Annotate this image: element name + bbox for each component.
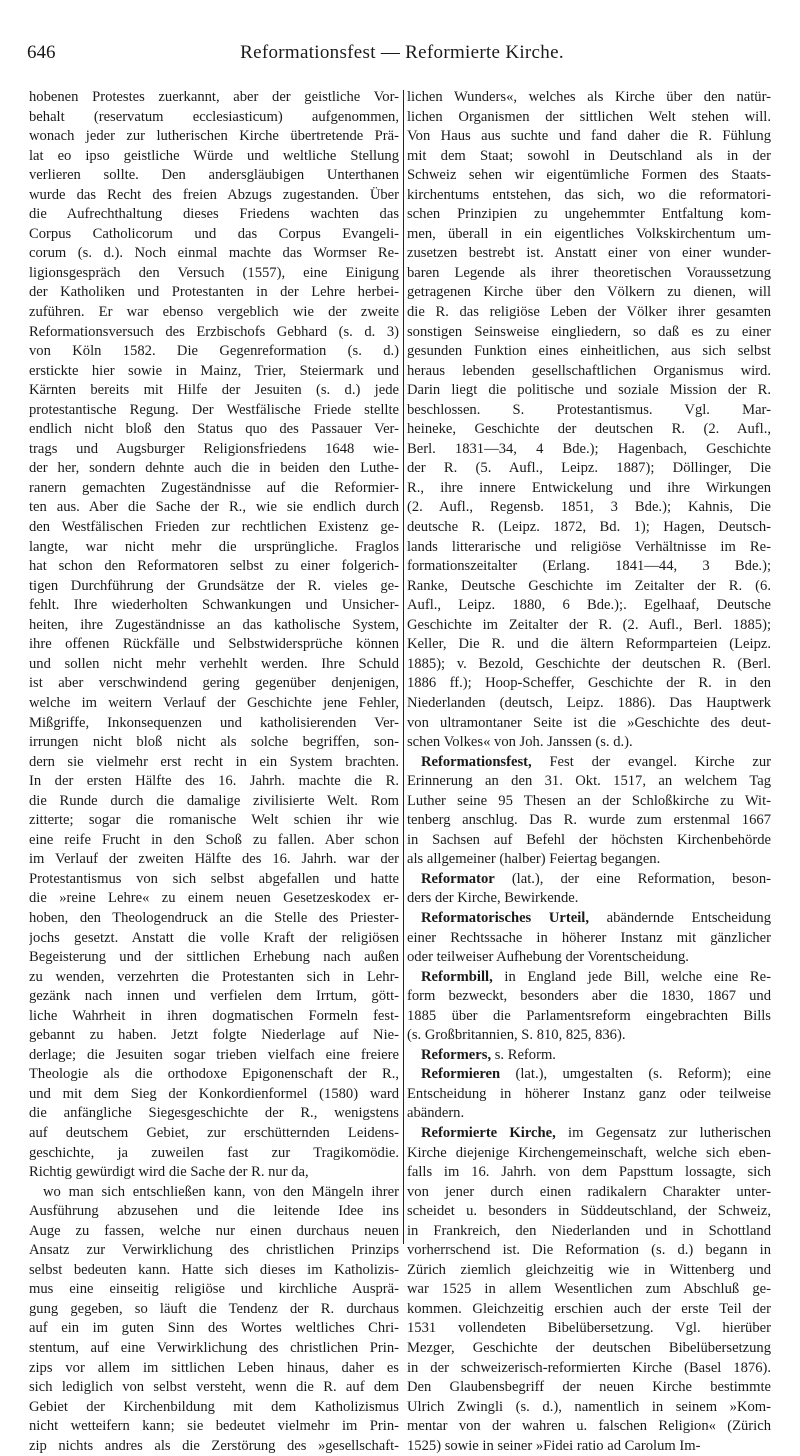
text-line: Von Haus aus suchte und fand daher die R. Fühlung — [407, 128, 771, 145]
text-line: der Katholiken und Protestanten in der Lehre herbei- — [29, 284, 399, 301]
text-line: (s. Großbritannien, S. 810, 825, 836). — [407, 1027, 626, 1044]
text-line: wonach jeder zur lutherischen Kirche übertretende Prä- — [29, 128, 399, 145]
text-line: R., ihre innere Entwickelung und ihre Wirkungen — [407, 479, 771, 496]
text-line: auf deutschem Gebiet, zur erschütternden Leidens- — [29, 1124, 399, 1141]
text-line: ranern gemachten Zugeständnisse auf die Reformier- — [29, 479, 399, 496]
entry-headword: Reformbill, — [421, 968, 493, 985]
text-line: von jener durch einen radikalern Charakter unter- — [407, 1183, 771, 1200]
text-line: zu wenden, verzehrten die Protestanten sich in Lehr- — [29, 968, 399, 985]
text-line: 1886 ff.); Hoop-Scheffer, Geschichte der R. in den — [407, 675, 771, 692]
text-line: Begeisterung und der sittlichen Erhebung nach außen — [29, 949, 399, 966]
text-line: mus eine einseitig religiöse und kirchliche Ausprä- — [29, 1281, 399, 1298]
text-line: ders der Kirche, Bewirkende. — [407, 890, 579, 907]
text-line: Mezger, Geschichte der deutschen Bibelübersetzung — [407, 1340, 771, 1356]
dictionary-entry — [407, 909, 771, 968]
entry-text: abändernde Entscheidung — [589, 909, 771, 926]
entry-first-line — [407, 1124, 771, 1144]
text-line: der R. (5. Aufl., Leipz. 1887); Döllinger, Die — [407, 460, 771, 477]
text-line: schen Prinzipien zu ungehemmter Entfaltung kom- — [407, 206, 771, 223]
text-line: abändern. — [407, 1105, 465, 1122]
entry-text: (lat.), umgestalten (s. Reform); eine — [500, 1066, 771, 1083]
text-line: kommen. Gleichzeitig erschien auch der erste Teil der — [407, 1300, 771, 1317]
text-line: getragenen Kirche über den Völkern zu dienen, will — [407, 284, 771, 301]
text-line: zitterte; sogar die romanische Welt schien ihr wie — [29, 812, 399, 829]
text-line: die anfängliche Siegesgeschichte der R., wenigstens — [29, 1105, 399, 1122]
text-line: tenberg anschlug. Das R. wurde zum erstenmal 1667 — [407, 812, 771, 829]
text-line: lat eo ipso geistliche Würde und weltliche Stellung — [29, 147, 399, 164]
text-line: geschichte, ja zuweilen fast zur Tragikomödie. — [29, 1144, 399, 1161]
text-line: zips vor allem im sittlichen Leben hinaus, daher es — [29, 1359, 399, 1376]
text-line: Aufl., Leipz. 1880, 6 Bde.);. Egelhaaf, Deutsche — [407, 597, 771, 614]
text-line: irrungen nicht bloß nicht als solche begriffen, son- — [29, 734, 399, 751]
text-line: Kirche diejenige Kirchengemeinschaft, welche sich eben- — [407, 1144, 771, 1161]
text-line: Geschichte im Zeitalter der R. (2. Aufl., Berl. 1885); — [407, 616, 771, 633]
left-column — [29, 88, 399, 1456]
text-line: vorherrschend ist. Die Reformation (s. d.) begann in — [407, 1242, 771, 1259]
text-line: 1885 über die Parlamentsreform eingebrachten Bills — [407, 1007, 771, 1024]
text-line: Theologie als die orthodoxe Epigonenschaft der R., — [29, 1066, 399, 1083]
text-line: ist aber verschwindend gering gegenüber denjenigen, — [29, 675, 399, 692]
text-line: formationszeitalter (Erlang. 1841—44, 3 Bde.); — [407, 558, 771, 575]
text-line: erstickte hier sowie in Mainz, Trier, Steiermark und — [29, 362, 399, 379]
text-line: deutsche R. (Leipz. 1872, Bd. 1); Hagen, Deutsch- — [407, 519, 771, 536]
text-line: selbst bedeuten kann. Hatte sich dieses im Katholizis- — [29, 1261, 399, 1278]
dictionary-entry — [407, 753, 771, 870]
text-line: Entscheidung in höherer Instanz ganz oder teilweise — [407, 1085, 771, 1102]
text-line: ligionsgespräch den Versuch (1557), eine Einigung — [29, 264, 399, 281]
text-line: Berl. 1831—34, 4 Bde.); Hagenbach, Geschichte — [407, 440, 771, 457]
text-line: heraus lebenden gesellschaftlichen Organismus wird. — [407, 362, 771, 379]
text-line: gezänk nach innen und verfielen dem Irrtum, gött- — [29, 988, 399, 1005]
text-line: 1885); v. Bezold, Geschichte der deutschen R. (Berl. — [407, 655, 771, 672]
text-line: Protestantismus von sich selbst abgefallen und hatte — [29, 870, 399, 887]
dictionary-entry — [407, 1046, 771, 1066]
text-line: wo man sich entschließen kann, von den Mängeln ihrer — [43, 1183, 399, 1200]
text-line: einer Rechtssache in höherer Instanz mit gänzlicher — [407, 929, 771, 946]
text-line: ihre offenen Rückfälle und Selbstwidersprüche können — [29, 636, 399, 653]
text-line: 1531 vollendeten Bibelübersetzung. Vgl. hierüber — [407, 1320, 771, 1337]
entry-headword: Reformationsfest, — [421, 753, 532, 770]
entry-first-line — [407, 909, 771, 929]
text-line: kirchentums entstehen, das sich, wo die reformatori- — [407, 186, 771, 203]
text-line: lands litterarische und religiöse Verhältnisse im Re- — [407, 538, 771, 555]
entry-headword: Reformers, — [421, 1046, 492, 1063]
text-line: Mißgriffe, Inkonsequenzen und katholisierenden Ver- — [29, 714, 399, 731]
text-line: von ultramontaner Seite ist die »Geschichte des deut- — [407, 714, 771, 731]
running-title: Reformationsfest — Reformierte Kirche. — [240, 42, 564, 63]
entry-first-line — [407, 968, 771, 988]
text-line: verlieren sollte. Den andersgläubigen Unterthanen — [29, 167, 399, 184]
text-line: Auge zu fassen, welche nur einen durchaus neuen — [29, 1222, 399, 1239]
entry-headword: Reformator — [421, 870, 495, 887]
text-line: hoben, den Theologendruck an die Stelle des Priester- — [29, 909, 399, 926]
text-line: baren Legende als ihrer theoretischen Voraussetzung — [407, 264, 771, 281]
text-line: stentum, auf eine Verwirklichung des christlichen Prin- — [29, 1340, 399, 1356]
text-line: in Frankreich, den Niederlanden und in Schottland — [407, 1222, 771, 1239]
column-divider — [403, 90, 404, 1244]
text-line: heiten, ihre Zugeständnisse an das katholische System, — [29, 616, 399, 633]
text-line: welche im weitern Verlauf der Geschichte jene Fehler, — [29, 694, 399, 711]
text-line: oder teilweiser Aufhebung der Vorentscheidung. — [407, 949, 689, 966]
text-line: langte, war nicht mehr die ursprüngliche. Fraglos — [29, 538, 399, 555]
entry-headword: Reformierte Kirche, — [421, 1124, 556, 1141]
text-line: lichen Organismen der sittlichen Welt stehen will. — [407, 108, 771, 125]
text-line: schen Volkes« von Joh. Janssen (s. d.). — [407, 734, 633, 751]
text-line: Ulrich Zwingli (s. d.), namentlich in seinem »Kom- — [407, 1398, 771, 1415]
dictionary-entry — [407, 968, 771, 1046]
text-line: dern sie vielmehr erst recht in ein System brachten. — [29, 753, 399, 770]
dictionary-entry — [407, 1065, 771, 1124]
entry-text: (lat.), der eine Reformation, beson- — [494, 870, 771, 887]
text-line: Keller, Die R. und die ältern Reformparteien (Leipz. — [407, 636, 771, 653]
text-line: In der ersten Hälfte des 16. Jahrh. machte die R. — [29, 773, 399, 790]
text-line: Corpus Catholicorum und das Corpus Evangeli- — [29, 225, 399, 242]
text-line: fehlt. Ihre wiederholten Schwankungen und Unsicher- — [29, 597, 399, 614]
entry-headword: Reformatorisches Urteil, — [421, 909, 589, 926]
text-line: beschlossen. S. Protestantismus. Vgl. Mar- — [407, 401, 771, 418]
text-line: jochs gesetzt. Anstatt die volle Kraft der religiösen — [29, 929, 399, 946]
text-line: war 1525 in allem Wesentlichen zum Abschluß ge- — [407, 1281, 771, 1298]
dictionary-entry — [407, 870, 771, 909]
text-line: und sollen nicht mehr verhehlt werden. Ihre Schuld — [29, 655, 399, 672]
text-line: den Westfälischen Frieden zur rechtlichen Existenz ge- — [29, 519, 399, 536]
text-line: die R. das religiöse Leben der Völker ihrer gesamten — [407, 304, 771, 321]
right-column — [407, 88, 771, 1456]
text-line: trags und Augsburger Religionsfriedens 1648 wie- — [29, 440, 399, 457]
entry-text: Fest der evangel. Kirche zur — [531, 753, 771, 770]
text-line: sonstigen Seinsweise eingliedern, so daß es zu einer — [407, 323, 771, 340]
text-line: zusetzen bestrebt ist. Anstatt einer von einer wunder- — [407, 245, 771, 262]
text-line: von Köln 1582. Die Gegenreformation (s. d.) — [29, 343, 399, 360]
text-line: als allgemeiner (halber) Feiertag begangen. — [407, 851, 661, 868]
text-line: zuführen. Er war ebenso vergeblich wie der zweite — [29, 304, 399, 321]
text-line: Ansatz zur Verwirklichung des christlichen Prinzips — [29, 1242, 399, 1259]
text-line: Schweiz sehen wir eigentümliche Formen des Staats- — [407, 167, 771, 184]
page-header — [27, 42, 777, 68]
text-line: eine reife Frucht in den Schoß zu fallen. Aber schon — [29, 831, 399, 848]
text-line: mentar von der wahren u. falschen Religion« (Zürich — [407, 1418, 771, 1435]
text-line: falls im 16. Jahrh. von dem Papsttum lossagte, sich — [407, 1164, 771, 1181]
page-number: 646 — [27, 42, 56, 63]
text-line: tigen Durchführung der Grundsätze der R. vieles ge- — [29, 577, 399, 594]
text-line: derlage; die Jesuiten sogar trieben vielfach eine freiere — [29, 1046, 399, 1063]
text-line: hat schon den Reformatoren selbst zu einer folgerich- — [29, 558, 399, 575]
entry-headword: Reformieren — [421, 1066, 501, 1083]
text-line: und mit dem Sieg der Konkordienformel (1580) ward — [29, 1085, 399, 1102]
text-line: Richtig gewürdigt wird die Sache der R. nur da, — [29, 1164, 309, 1181]
entry-first-line — [407, 1065, 771, 1085]
text-line: mit dem Staat; sowohl in Deutschland als in der — [407, 147, 771, 164]
text-line: gung gegeben, so läuft die Tendenz der R. durchaus — [29, 1300, 399, 1317]
text-line: Reformationsversuch des Erzbischofs Gebhard (s. d. 3) — [29, 323, 399, 340]
text-line: zip nichts andres als die Zerstörung des »gesellschaft- — [29, 1437, 399, 1454]
text-line: protestantische Regung. Der Westfälische Friede stellte — [29, 401, 399, 418]
text-line: in der schweizerisch-reformierten Kirche (Basel 1876). — [407, 1359, 771, 1376]
text-line: Darin liegt die politische und soziale Mission der R. — [407, 382, 771, 399]
text-line: Ranke, Deutsche Geschichte im Zeitalter der R. (6. — [407, 577, 771, 594]
text-line: 1525) sowie in seiner »Fidei ratio ad Carolum Im- — [407, 1437, 701, 1454]
text-line: der her, sondern dehnte auch die in beiden den Luthe- — [29, 460, 399, 477]
text-line: gebannt zu haben. Jetzt folgte Niederlage auf Nie- — [29, 1027, 399, 1044]
text-line: Gebiet der Kirchenbildung mit dem Katholizismus — [29, 1398, 399, 1415]
text-line: die Aufrechthaltung dieses Friedens wachten das — [29, 206, 399, 223]
text-line: heineke, Geschichte der deutschen R. (2. Aufl., — [407, 421, 771, 438]
entry-text: s. Reform. — [491, 1046, 556, 1063]
text-line: Kärnten bereits mit Hilfe der Jesuiten (s. d.) jede — [29, 382, 399, 399]
text-line: corum (s. d.). Noch einmal machte das Wormser Re- — [29, 245, 399, 262]
text-line: Erinnerung an den 31. Okt. 1517, an welchem Tag — [407, 773, 771, 790]
text-line: sich lediglich von selbst versteht, wenn die R. auf dem — [29, 1379, 399, 1396]
entry-first-line — [407, 870, 771, 890]
text-line: auf ein im guten Sinn des Wortes weltliches Chri- — [29, 1320, 399, 1337]
text-line: wurde das Recht des freien Abzugs zugestanden. Über — [29, 186, 399, 203]
text-line: liche Wahrheit in ihren dogmatischen Formeln fest- — [29, 1007, 399, 1024]
text-line: behalt (reservatum ecclesiasticum) aufgenommen, — [29, 108, 399, 125]
entry-text: in England jede Bill, welche eine Re- — [492, 968, 771, 985]
text-line: Luther seine 95 Thesen an der Schloßkirche zu Wit- — [407, 792, 771, 809]
text-line: scheidet u. besonders in Süddeutschland, der Schweiz, — [407, 1203, 771, 1220]
entry-first-line — [407, 753, 771, 773]
entry-text: im Gegensatz zur lutherischen — [555, 1124, 771, 1141]
text-line: gesunden Funktion eines einheitlichen, aus sich selbst — [407, 343, 771, 360]
text-line: Zürich ziemlich gleichzeitig wie in Wittenberg und — [407, 1261, 771, 1278]
text-line: endlich nicht bloß den Status quo des Passauer Ver- — [29, 421, 399, 438]
text-line: die Runde durch die damalige zivilisierte Welt. Rom — [29, 792, 399, 809]
text-line: in Sachsen auf Befehl der höchsten Kirchenbehörde — [407, 831, 771, 848]
text-line: die »reine Lehre« zu einem neuen Gesetzeskodex er- — [29, 890, 399, 907]
entry-first-line — [407, 1046, 771, 1066]
text-line: im Verlauf der zweiten Hälfte des 16. Jahrh. war der — [29, 851, 399, 868]
text-line: Niederlanden (deutsch, Leipz. 1886). Das Hauptwerk — [407, 694, 771, 711]
text-line: lichen Wunders«, welches als Kirche über den natür- — [407, 89, 771, 105]
dictionary-entry — [407, 1124, 771, 1456]
text-line: Ausführung abzusehen und die leitende Idee ins — [29, 1203, 399, 1220]
text-line: men, überall in ein eigentliches Volkskirchentum um- — [407, 225, 771, 242]
text-line: Den Glaubensbegriff der neuen Kirche bestimmte — [407, 1379, 771, 1396]
text-line: (2. Aufl., Regensb. 1851, 3 Bde.); Kahnis, Die — [407, 499, 771, 516]
text-line: ten aus. Aber die Sache der R., wie sie endlich durch — [29, 499, 399, 516]
text-line: form bezweckt, besonders aber die 1830, 1867 und — [407, 988, 771, 1005]
text-line: hobenen Protestes zuerkannt, aber der geistliche Vor- — [29, 89, 399, 105]
text-line: nicht wetteifern kann; sie bedeutet vielmehr im Prin- — [29, 1418, 399, 1435]
